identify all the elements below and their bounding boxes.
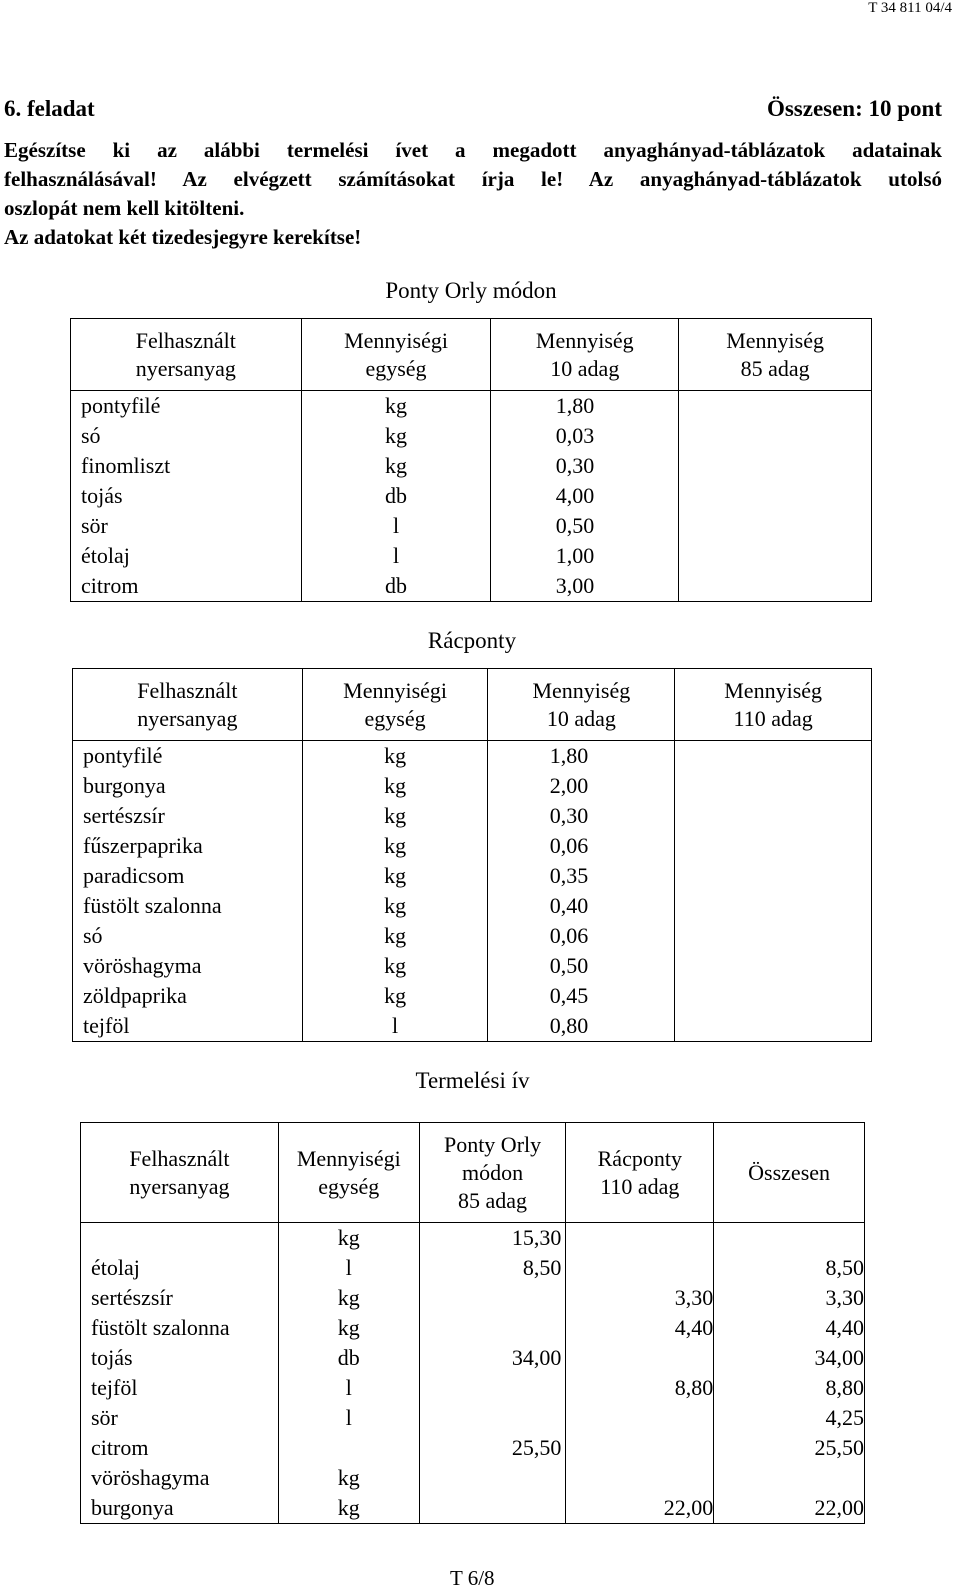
ingredient-name: zöldpaprika bbox=[73, 981, 303, 1011]
instruction-line: Egészítse ki az alábbi termelési ívet a megadott anyaghányad-táblázatok adatainak bbox=[4, 138, 942, 162]
unit-cell: l bbox=[301, 541, 491, 571]
table-row bbox=[81, 1343, 865, 1373]
ingredient-name: sertészsír bbox=[81, 1283, 279, 1313]
quantity-empty-cell bbox=[675, 1011, 872, 1042]
header-mennyisegi-egyseg: Mennyiségi egység bbox=[278, 1123, 419, 1223]
ponty-orly-quantity bbox=[419, 1313, 566, 1343]
racponty-quantity: 8,80 bbox=[566, 1373, 714, 1403]
table-row bbox=[81, 1493, 865, 1524]
table-row bbox=[81, 1403, 865, 1433]
ponty-orly-quantity bbox=[419, 1493, 566, 1524]
table-row bbox=[81, 1223, 865, 1254]
quantity-empty-cell bbox=[675, 771, 872, 801]
quantity-10-adag: 3,00 bbox=[491, 571, 679, 602]
ingredient-name: étolaj bbox=[81, 1253, 279, 1283]
quantity-empty-cell bbox=[679, 511, 872, 541]
ponty-orly-quantity bbox=[419, 1403, 566, 1433]
quantity-10-adag: 0,50 bbox=[491, 511, 679, 541]
ponty-orly-quantity bbox=[419, 1463, 566, 1493]
unit-cell: l bbox=[278, 1373, 419, 1403]
unit-cell: kg bbox=[302, 951, 488, 981]
quantity-10-adag: 0,03 bbox=[491, 421, 679, 451]
ingredient-name: citrom bbox=[81, 1433, 279, 1463]
ingredient-name: tejföl bbox=[81, 1373, 279, 1403]
header-felhasznalt-nyersanyag: Felhasznált nyersanyag bbox=[71, 319, 302, 391]
table-row bbox=[81, 1463, 865, 1493]
quantity-empty-cell bbox=[679, 391, 872, 422]
unit-cell: kg bbox=[302, 831, 488, 861]
quantity-empty-cell bbox=[679, 481, 872, 511]
ingredient-name: pontyfilé bbox=[73, 741, 303, 772]
unit-cell: kg bbox=[302, 771, 488, 801]
racponty-quantity: 22,00 bbox=[566, 1493, 714, 1524]
quantity-10-adag: 1,00 bbox=[491, 541, 679, 571]
quantity-10-adag: 1,80 bbox=[488, 741, 675, 772]
ingredient-name: vöröshagyma bbox=[81, 1463, 279, 1493]
quantity-10-adag: 0,50 bbox=[488, 951, 675, 981]
total-quantity: 3,30 bbox=[714, 1283, 865, 1313]
header-mennyiseg-85-adag: Mennyiség 85 adag bbox=[679, 319, 872, 391]
table-row bbox=[73, 891, 872, 921]
total-quantity: 22,00 bbox=[714, 1493, 865, 1524]
header-mennyisegi-egyseg: Mennyiségi egység bbox=[301, 319, 491, 391]
quantity-empty-cell bbox=[679, 421, 872, 451]
ingredient-name bbox=[81, 1223, 279, 1254]
table-row bbox=[81, 1253, 865, 1283]
header-mennyiseg-10-adag: Mennyiség 10 adag bbox=[491, 319, 679, 391]
total-quantity: 34,00 bbox=[714, 1343, 865, 1373]
ingredient-name: burgonya bbox=[73, 771, 303, 801]
racponty-quantity bbox=[566, 1343, 714, 1373]
table3-caption: Termelési ív bbox=[415, 1068, 530, 1093]
ingredient-name: só bbox=[73, 921, 303, 951]
unit-cell: db bbox=[278, 1343, 419, 1373]
instruction-line: oszlopát nem kell kitölteni. bbox=[4, 196, 245, 220]
racponty-quantity: 3,30 bbox=[566, 1283, 714, 1313]
quantity-10-adag: 0,06 bbox=[488, 831, 675, 861]
table-row bbox=[71, 421, 872, 451]
unit-cell: kg bbox=[278, 1223, 419, 1254]
unit-cell: l bbox=[301, 511, 491, 541]
unit-cell: l bbox=[278, 1253, 419, 1283]
unit-cell: kg bbox=[301, 451, 491, 481]
ingredient-name: füstölt szalonna bbox=[81, 1313, 279, 1343]
racponty-quantity: 4,40 bbox=[566, 1313, 714, 1343]
ingredient-name: tojás bbox=[81, 1343, 279, 1373]
ingredient-name: finomliszt bbox=[71, 451, 302, 481]
total-quantity: 8,80 bbox=[714, 1373, 865, 1403]
quantity-10-adag: 2,00 bbox=[488, 771, 675, 801]
task-title: 6. feladat bbox=[4, 96, 95, 121]
unit-cell: kg bbox=[302, 891, 488, 921]
quantity-10-adag: 1,80 bbox=[491, 391, 679, 422]
table-row bbox=[71, 541, 872, 571]
header-mennyiseg-110-adag: Mennyiség 110 adag bbox=[675, 669, 872, 741]
ingredient-name: fűszerpaprika bbox=[73, 831, 303, 861]
unit-cell: l bbox=[302, 1011, 488, 1042]
instruction-line: felhasználásával! Az elvégzett számításokat írja le! Az anyaghányad-táblázatok utolsó bbox=[4, 167, 942, 191]
table-row bbox=[81, 1313, 865, 1343]
unit-cell: l bbox=[278, 1403, 419, 1433]
unit-cell: kg bbox=[278, 1493, 419, 1524]
racponty-quantity bbox=[566, 1253, 714, 1283]
ingredient-name: citrom bbox=[71, 571, 302, 602]
unit-cell: kg bbox=[302, 981, 488, 1011]
task-instructions bbox=[4, 136, 942, 252]
ponty-orly-quantity: 8,50 bbox=[419, 1253, 566, 1283]
ingredient-name: só bbox=[71, 421, 302, 451]
unit-cell: kg bbox=[302, 801, 488, 831]
total-quantity: 25,50 bbox=[714, 1433, 865, 1463]
unit-cell: kg bbox=[301, 421, 491, 451]
table-row bbox=[73, 951, 872, 981]
unit-cell: kg bbox=[302, 861, 488, 891]
unit-cell: kg bbox=[278, 1313, 419, 1343]
table-row bbox=[73, 831, 872, 861]
racponty-quantity bbox=[566, 1463, 714, 1493]
quantity-empty-cell bbox=[679, 571, 872, 602]
table-row bbox=[71, 571, 872, 602]
total-quantity: 8,50 bbox=[714, 1253, 865, 1283]
header-felhasznalt-nyersanyag: Felhasznált nyersanyag bbox=[73, 669, 303, 741]
quantity-10-adag: 0,80 bbox=[488, 1011, 675, 1042]
table-row bbox=[73, 801, 872, 831]
header-racponty-110-adag: Rácponty 110 adag bbox=[566, 1123, 714, 1223]
quantity-empty-cell bbox=[675, 921, 872, 951]
ingredient-name: sertészsír bbox=[73, 801, 303, 831]
header-osszesen: Összesen bbox=[714, 1123, 865, 1223]
unit-cell: db bbox=[301, 571, 491, 602]
quantity-10-adag: 0,35 bbox=[488, 861, 675, 891]
table-row bbox=[73, 741, 872, 772]
quantity-empty-cell bbox=[675, 741, 872, 772]
quantity-empty-cell bbox=[675, 801, 872, 831]
table-row bbox=[71, 391, 872, 422]
table1-caption: Ponty Orly módon bbox=[385, 278, 557, 303]
unit-cell bbox=[278, 1433, 419, 1463]
racponty-quantity bbox=[566, 1223, 714, 1254]
table2-caption: Rácponty bbox=[427, 628, 517, 653]
table-row bbox=[73, 921, 872, 951]
table-row bbox=[71, 481, 872, 511]
ponty-orly-quantity bbox=[419, 1283, 566, 1313]
total-quantity bbox=[714, 1463, 865, 1493]
quantity-10-adag: 4,00 bbox=[491, 481, 679, 511]
header-ponty-orly-85-adag: Ponty Orly módon 85 adag bbox=[419, 1123, 566, 1223]
header-felhasznalt-nyersanyag: Felhasznált nyersanyag bbox=[81, 1123, 279, 1223]
table-row bbox=[73, 861, 872, 891]
table-row bbox=[73, 771, 872, 801]
ponty-orly-quantity: 34,00 bbox=[419, 1343, 566, 1373]
task-points: Összesen: 10 pont bbox=[766, 96, 942, 121]
page-number: T 6/8 bbox=[450, 1566, 495, 1590]
table-row bbox=[73, 1011, 872, 1042]
ponty-orly-quantity: 15,30 bbox=[419, 1223, 566, 1254]
quantity-empty-cell bbox=[679, 451, 872, 481]
unit-cell: kg bbox=[302, 741, 488, 772]
table-row bbox=[81, 1433, 865, 1463]
unit-cell: kg bbox=[302, 921, 488, 951]
ponty-orly-quantity: 25,50 bbox=[419, 1433, 566, 1463]
header-mennyisegi-egyseg: Mennyiségi egység bbox=[302, 669, 488, 741]
ingredient-name: pontyfilé bbox=[71, 391, 302, 422]
quantity-empty-cell bbox=[675, 831, 872, 861]
ingredient-name: vöröshagyma bbox=[73, 951, 303, 981]
quantity-empty-cell bbox=[675, 951, 872, 981]
ingredient-name: étolaj bbox=[71, 541, 302, 571]
unit-cell: db bbox=[301, 481, 491, 511]
ingredient-name: sör bbox=[71, 511, 302, 541]
quantity-10-adag: 0,45 bbox=[488, 981, 675, 1011]
ingredient-name: sör bbox=[81, 1403, 279, 1433]
document-code: T 34 811 04/4 bbox=[868, 0, 952, 16]
quantity-empty-cell bbox=[675, 981, 872, 1011]
table1-ponty-orly bbox=[70, 318, 872, 602]
ponty-orly-quantity bbox=[419, 1373, 566, 1403]
table-row bbox=[71, 451, 872, 481]
ingredient-name: füstölt szalonna bbox=[73, 891, 303, 921]
total-quantity: 4,40 bbox=[714, 1313, 865, 1343]
racponty-quantity bbox=[566, 1403, 714, 1433]
quantity-empty-cell bbox=[675, 861, 872, 891]
quantity-empty-cell bbox=[675, 891, 872, 921]
instruction-line: Az adatokat két tizedesjegyre kerekítse! bbox=[4, 225, 362, 249]
unit-cell: kg bbox=[278, 1283, 419, 1313]
ingredient-name: tejföl bbox=[73, 1011, 303, 1042]
quantity-10-adag: 0,06 bbox=[488, 921, 675, 951]
quantity-10-adag: 0,30 bbox=[488, 801, 675, 831]
header-mennyiseg-10-adag: Mennyiség 10 adag bbox=[488, 669, 675, 741]
unit-cell: kg bbox=[301, 391, 491, 422]
quantity-empty-cell bbox=[679, 541, 872, 571]
table-row bbox=[81, 1283, 865, 1313]
ingredient-name: paradicsom bbox=[73, 861, 303, 891]
ingredient-name: tojás bbox=[71, 481, 302, 511]
table-row bbox=[71, 511, 872, 541]
table-row bbox=[73, 981, 872, 1011]
table3-termelesi-iv bbox=[80, 1122, 865, 1524]
total-quantity bbox=[714, 1223, 865, 1254]
total-quantity: 4,25 bbox=[714, 1403, 865, 1433]
quantity-10-adag: 0,30 bbox=[491, 451, 679, 481]
ingredient-name: burgonya bbox=[81, 1493, 279, 1524]
unit-cell: kg bbox=[278, 1463, 419, 1493]
table-row bbox=[81, 1373, 865, 1403]
quantity-10-adag: 0,40 bbox=[488, 891, 675, 921]
table2-racponty bbox=[72, 668, 872, 1042]
racponty-quantity bbox=[566, 1433, 714, 1463]
